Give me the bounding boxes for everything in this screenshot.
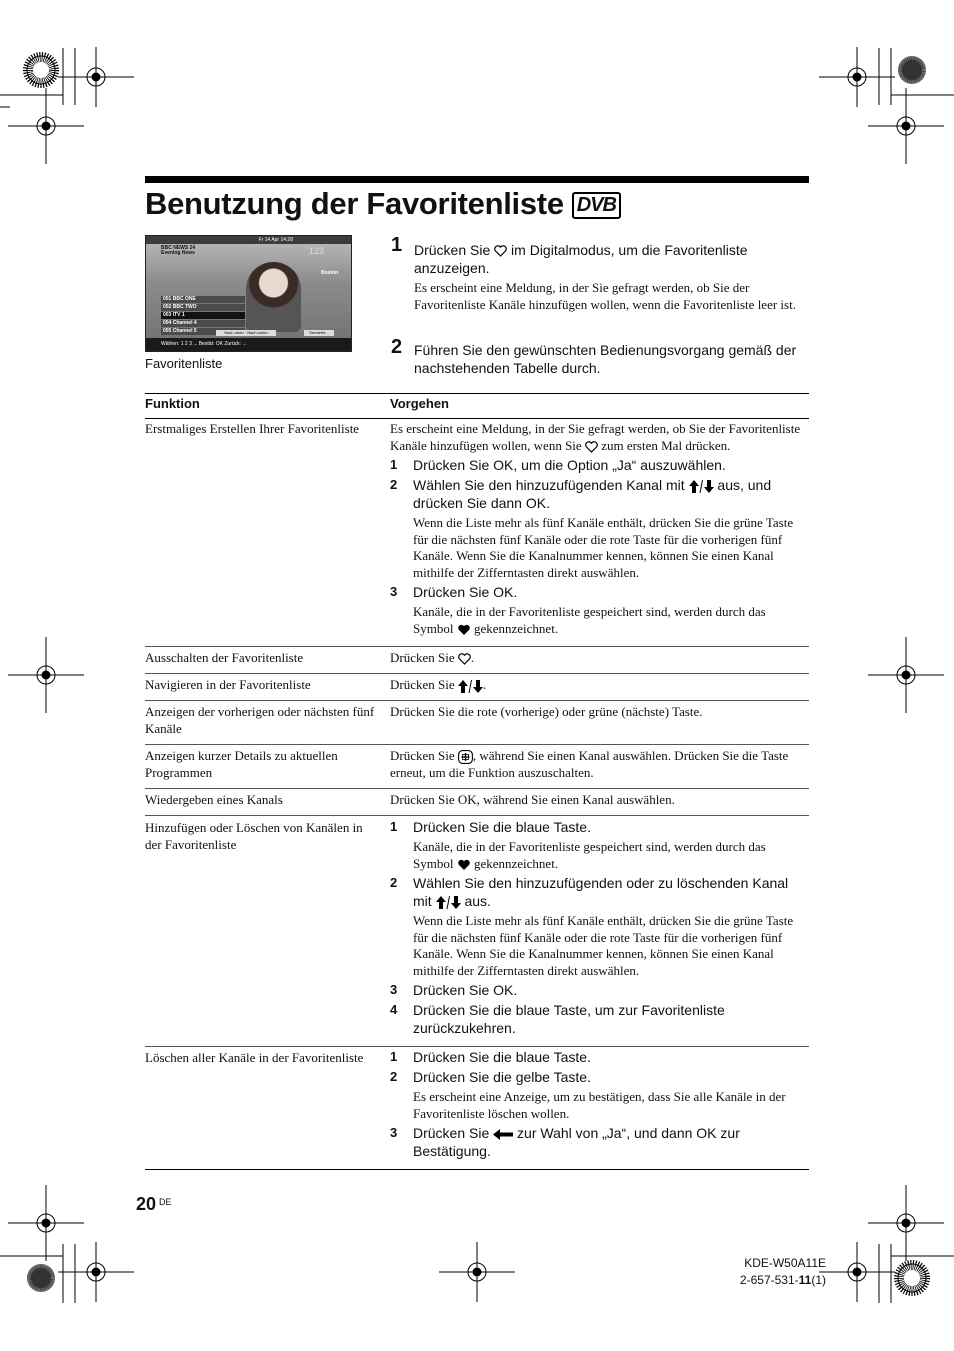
heart-filled-icon bbox=[457, 624, 471, 636]
procedure-note: Wenn die Liste mehr als fünf Kanäle enthält, drücken Sie die grüne Taste für die nächsten fünf Kanäle oder die rote Taste für die vorherigen fünf Kanäle. Wenn Sie die Kanalnummer kennen, können Sie einen Kanal mithilfe der Zifferntasten direkt auswählen. bbox=[413, 913, 794, 978]
screen-bottom-bar: Wählen: 1 2 3 ... Bestät: OK Zurück: ← bbox=[146, 338, 351, 351]
row-procedure bbox=[390, 1046, 809, 1160]
screen-nav-label: Nach oben · Nach unten bbox=[216, 330, 276, 336]
model-info bbox=[740, 1255, 826, 1289]
procedure-step: 3 Drücken Sie OK. bbox=[390, 982, 518, 998]
screen-channel-item: 001 BBC ONE bbox=[161, 296, 245, 304]
screen-channel-item: 002 BBC TWO bbox=[161, 304, 245, 312]
procedure-step: 1 Drücken Sie die blaue Taste. bbox=[390, 819, 591, 835]
procedure-step: 3 Drücken Sie OK. bbox=[390, 584, 518, 600]
procedure-note: Es erscheint eine Anzeige, um zu bestätigen, dass Sie alle Kanäle in der Favoritenliste löschen wollen. bbox=[413, 1089, 786, 1121]
procedure-step: 1 Drücken Sie die blaue Taste. bbox=[390, 1049, 591, 1065]
presenter-image bbox=[246, 262, 301, 332]
screen-channel-item: 003 ITV 1 bbox=[161, 312, 245, 320]
row-divider bbox=[145, 673, 809, 674]
image-caption: Favoritenliste bbox=[145, 356, 223, 371]
page-number: 20 $^{DE}$ bbox=[136, 1194, 172, 1214]
row-divider bbox=[145, 788, 809, 789]
row-procedure: Drücken Sie , während Sie einen Kanal auswählen. Drücken Sie die Taste erneut, um die Funktion auszuschalten. bbox=[390, 748, 789, 780]
screen-program-info: BBC NEWS 24 Evening News bbox=[161, 245, 196, 256]
favorites-screen-image bbox=[145, 235, 352, 352]
row-function: Ausschalten der Favoritenliste bbox=[145, 650, 304, 665]
left-arrow-icon bbox=[493, 1129, 513, 1140]
procedure-step: 3 Drücken Sie zur Wahl von „Ja“, und dann OK zur Bestätigung. bbox=[390, 1125, 740, 1159]
screen-channel-item: 004 Channel 4 bbox=[161, 320, 245, 328]
row-divider bbox=[145, 700, 809, 701]
heart-outline-icon bbox=[494, 245, 507, 257]
row-procedure: Drücken Sie . bbox=[390, 650, 475, 665]
row-function: Hinzufügen oder Löschen von Kanälen in der Favoritenliste bbox=[145, 820, 363, 852]
procedure-note: Wenn die Liste mehr als fünf Kanäle enthält, drücken Sie die grüne Taste für die nächsten fünf Kanäle oder die rote Taste für die vorherigen fünf Kanäle. Wenn Sie die Kanalnummer kennen, können Sie einen Kanal mithilfe der Zifferntasten direkt auswählen. bbox=[413, 515, 794, 580]
screen-topbar: Fr 14 Apr 14:28 bbox=[146, 236, 351, 244]
table-bottom-rule bbox=[145, 1169, 809, 1170]
step-1-note: Es erscheint eine Meldung, in der Sie gefragt werden, ob Sie der Favoritenliste Kanäle hinzufügen wollen, wenn die Favoritenliste leer ist. bbox=[414, 280, 796, 312]
row-function: Wiedergeben eines Kanals bbox=[145, 792, 283, 807]
procedure-step: 2 Wählen Sie den hinzuzufügenden Kanal mit aus, und drücken Sie dann OK. bbox=[390, 477, 772, 511]
heart-outline-icon bbox=[458, 653, 471, 665]
row-function: Navigieren in der Favoritenliste bbox=[145, 677, 311, 692]
model-number: KDE-W50A11E bbox=[744, 1256, 826, 1270]
up-down-arrow-icon bbox=[436, 896, 461, 909]
table-header-rule bbox=[145, 418, 809, 419]
step-2-text: Führen Sie den gewünschten Bedienungsvorgang gemäß der nachstehenden Tabelle durch. bbox=[414, 342, 797, 376]
screen-location: Boston bbox=[321, 270, 339, 276]
step-number: 1 bbox=[391, 234, 403, 256]
row-procedure: Drücken Sie . bbox=[390, 677, 487, 692]
row-function: Löschen aller Kanäle in der Favoritenliste bbox=[145, 1050, 364, 1065]
step-number: 2 bbox=[391, 336, 403, 358]
row-divider bbox=[145, 646, 809, 647]
info-button-icon bbox=[458, 750, 473, 764]
row-procedure: Drücken Sie OK, während Sie einen Kanal auswählen. bbox=[390, 792, 675, 807]
column-header-vorgehen: Vorgehen bbox=[390, 396, 449, 411]
table-top-rule bbox=[145, 393, 809, 394]
heart-outline-icon bbox=[585, 441, 598, 453]
procedure-step: 1 Drücken Sie OK, um die Option „Ja“ auszuwählen. bbox=[390, 457, 726, 473]
procedure-step: 2 Wählen Sie den hinzuzufügenden oder zu löschenden Kanal mit aus. bbox=[390, 875, 789, 909]
title-rule bbox=[145, 176, 809, 183]
column-header-funktion: Funktion bbox=[145, 396, 200, 411]
procedure-note: Kanäle, die in der Favoritenliste gespeichert sind, werden durch das Symbol gekennzeichnet. bbox=[413, 839, 766, 871]
screen-channel-number: 123 bbox=[309, 246, 325, 256]
heart-filled-icon bbox=[457, 859, 471, 871]
row-function: Erstmaliges Erstellen Ihrer Favoritenliste bbox=[145, 421, 360, 436]
row-function: Anzeigen kurzer Details zu aktuellen Programmen bbox=[145, 748, 338, 780]
dvb-logo: DVB bbox=[572, 192, 621, 219]
row-procedure bbox=[390, 421, 809, 637]
page-title: Benutzung der Favoritenliste DVB bbox=[145, 186, 621, 222]
procedure-step: 2 Drücken Sie die gelbe Taste. bbox=[390, 1069, 591, 1085]
up-down-arrow-icon bbox=[458, 680, 483, 693]
row-procedure bbox=[390, 816, 809, 1037]
procedure-note: Kanäle, die in der Favoritenliste gespeichert sind, werden durch das Symbol gekennzeichnet. bbox=[413, 604, 766, 636]
row-divider bbox=[145, 744, 809, 745]
row-function: Anzeigen der vorherigen oder nächsten fünf Kanäle bbox=[145, 704, 375, 736]
procedure-step: 4 Drücken Sie die blaue Taste, um zur Favoritenliste zurückzukehren. bbox=[390, 1002, 725, 1036]
part-code: 2-657-531-11(1) bbox=[739, 1273, 826, 1287]
procedure-intro: Es erscheint eine Meldung, in der Sie gefragt werden, ob Sie der Favoritenliste Kanäle hinzufügen wollen, wenn Sie zum ersten Mal drücken. bbox=[390, 421, 801, 453]
step-1-text: Drücken Sie im Digitalmodus, um die Favoritenliste anzuzeigen. bbox=[414, 242, 748, 276]
row-procedure: Drücken Sie die rote (vorherige) oder grüne (nächste) Taste. bbox=[390, 704, 703, 719]
screen-sort-label: Sendefre... bbox=[304, 330, 334, 336]
up-down-arrow-icon bbox=[689, 480, 714, 493]
screen-channel-item: 005 Channel 5 bbox=[161, 328, 245, 336]
